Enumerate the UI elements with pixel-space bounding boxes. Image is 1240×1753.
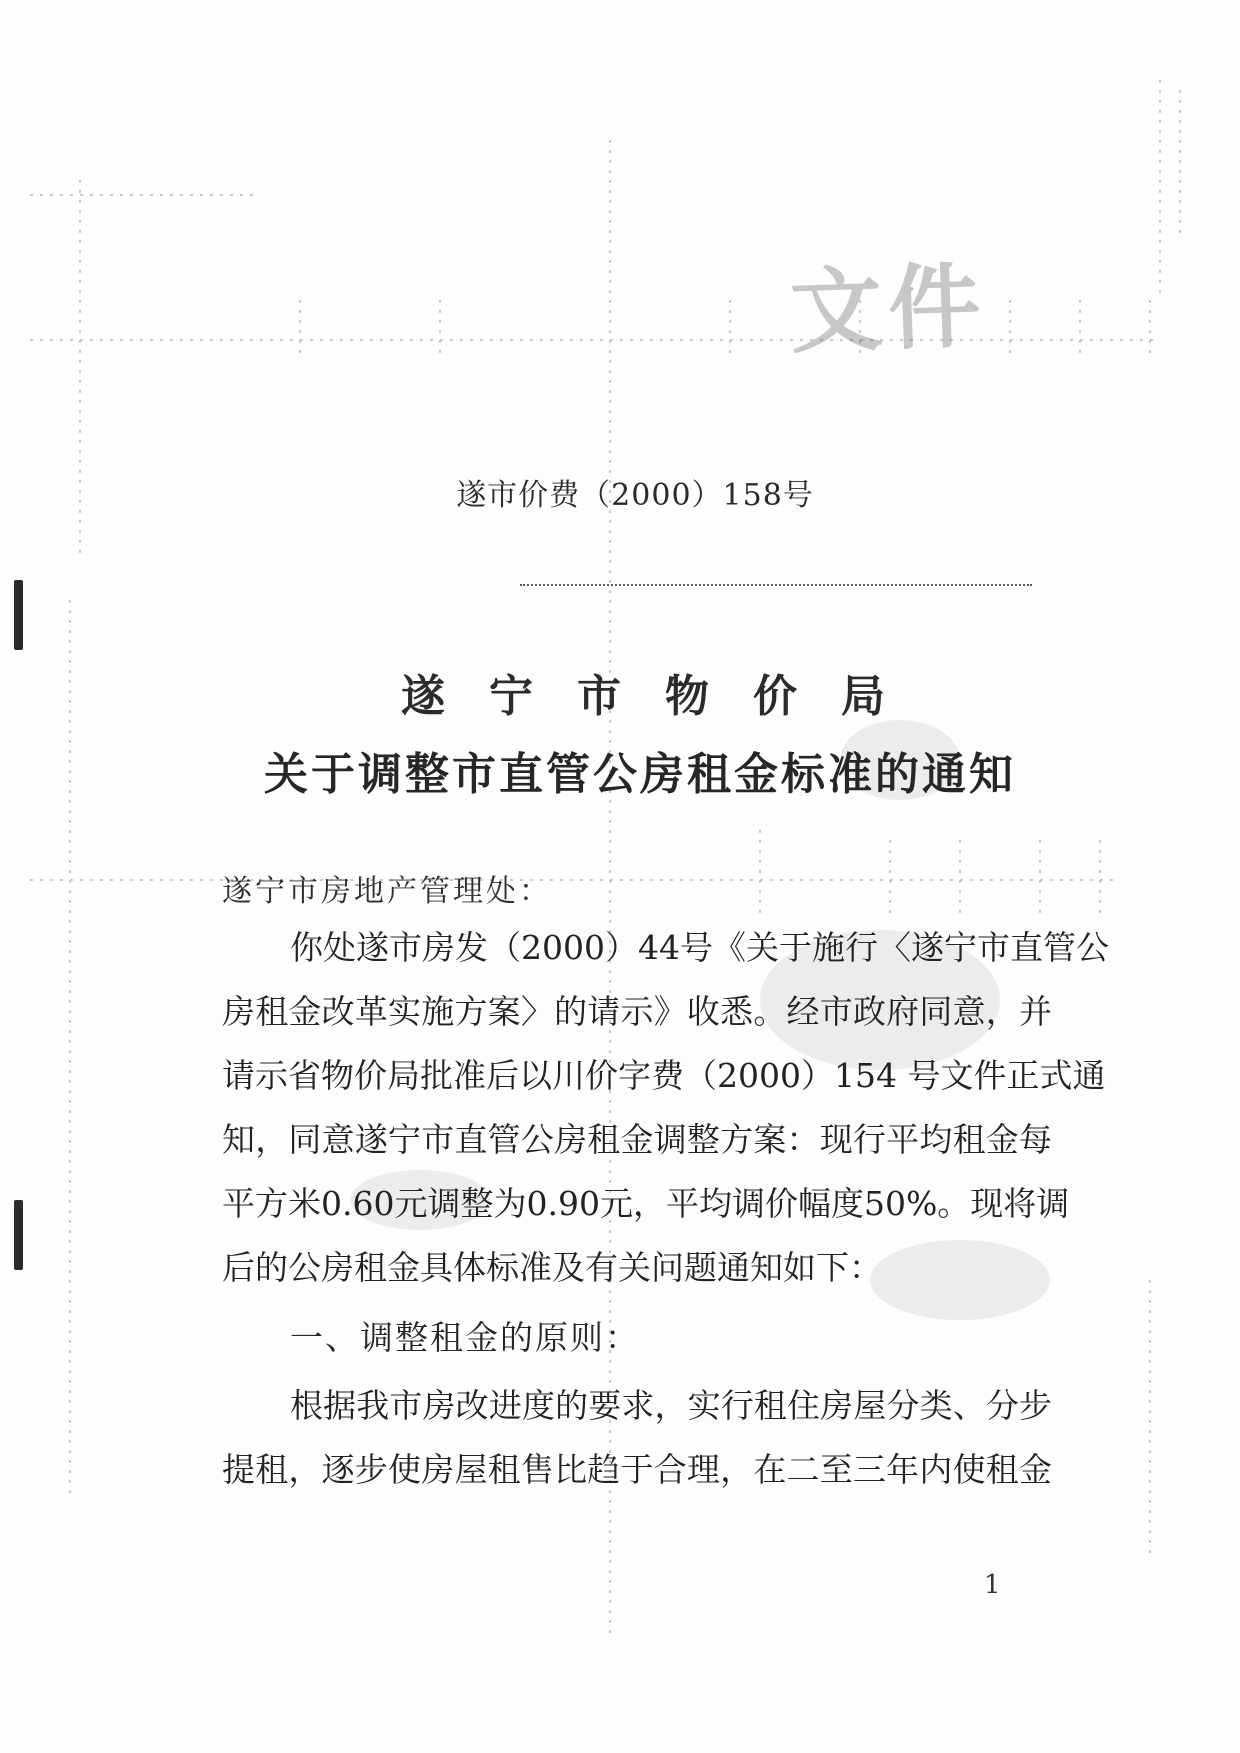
body-line: 你处遂市房发（2000）44号《关于施行〈遂宁市直管公 — [290, 928, 1109, 967]
body-line: 平方米0.60元调整为0.90元，平均调价幅度50%。现将调 — [222, 1184, 1070, 1223]
page-number: 1 — [984, 1570, 1001, 1600]
issuer-title: 遂宁市物价局 — [401, 671, 929, 722]
body-line: 知，同意遂宁市直管公房租金调整方案：现行平均租金每 — [222, 1120, 1052, 1159]
binding-mark — [14, 580, 23, 650]
section-heading: 一、调整租金的原则： — [290, 1318, 640, 1357]
body-line: 请示省物价局批准后以川价字费（2000）154 号文件正式通 — [222, 1056, 1106, 1095]
body-line: 提租，逐步使房屋租售比趋于合理，在二至三年内使租金 — [222, 1450, 1052, 1489]
faint-stamp: 文件 — [788, 251, 989, 367]
binding-mark — [14, 1200, 23, 1270]
body-line: 后的公房租金具体标准及有关问题通知如下： — [222, 1248, 882, 1287]
header-rule — [520, 584, 1032, 586]
document-number: 遂市价费（2000）158号 — [456, 478, 814, 513]
notice-title: 关于调整市直管公房租金标准的通知 — [264, 749, 1016, 800]
body-line: 根据我市房改进度的要求，实行租住房屋分类、分步 — [290, 1386, 1052, 1425]
body-line: 房租金改革实施方案〉的请示》收悉。经市政府同意，并 — [222, 992, 1052, 1031]
addressee: 遂宁市房地产管理处： — [222, 874, 552, 909]
